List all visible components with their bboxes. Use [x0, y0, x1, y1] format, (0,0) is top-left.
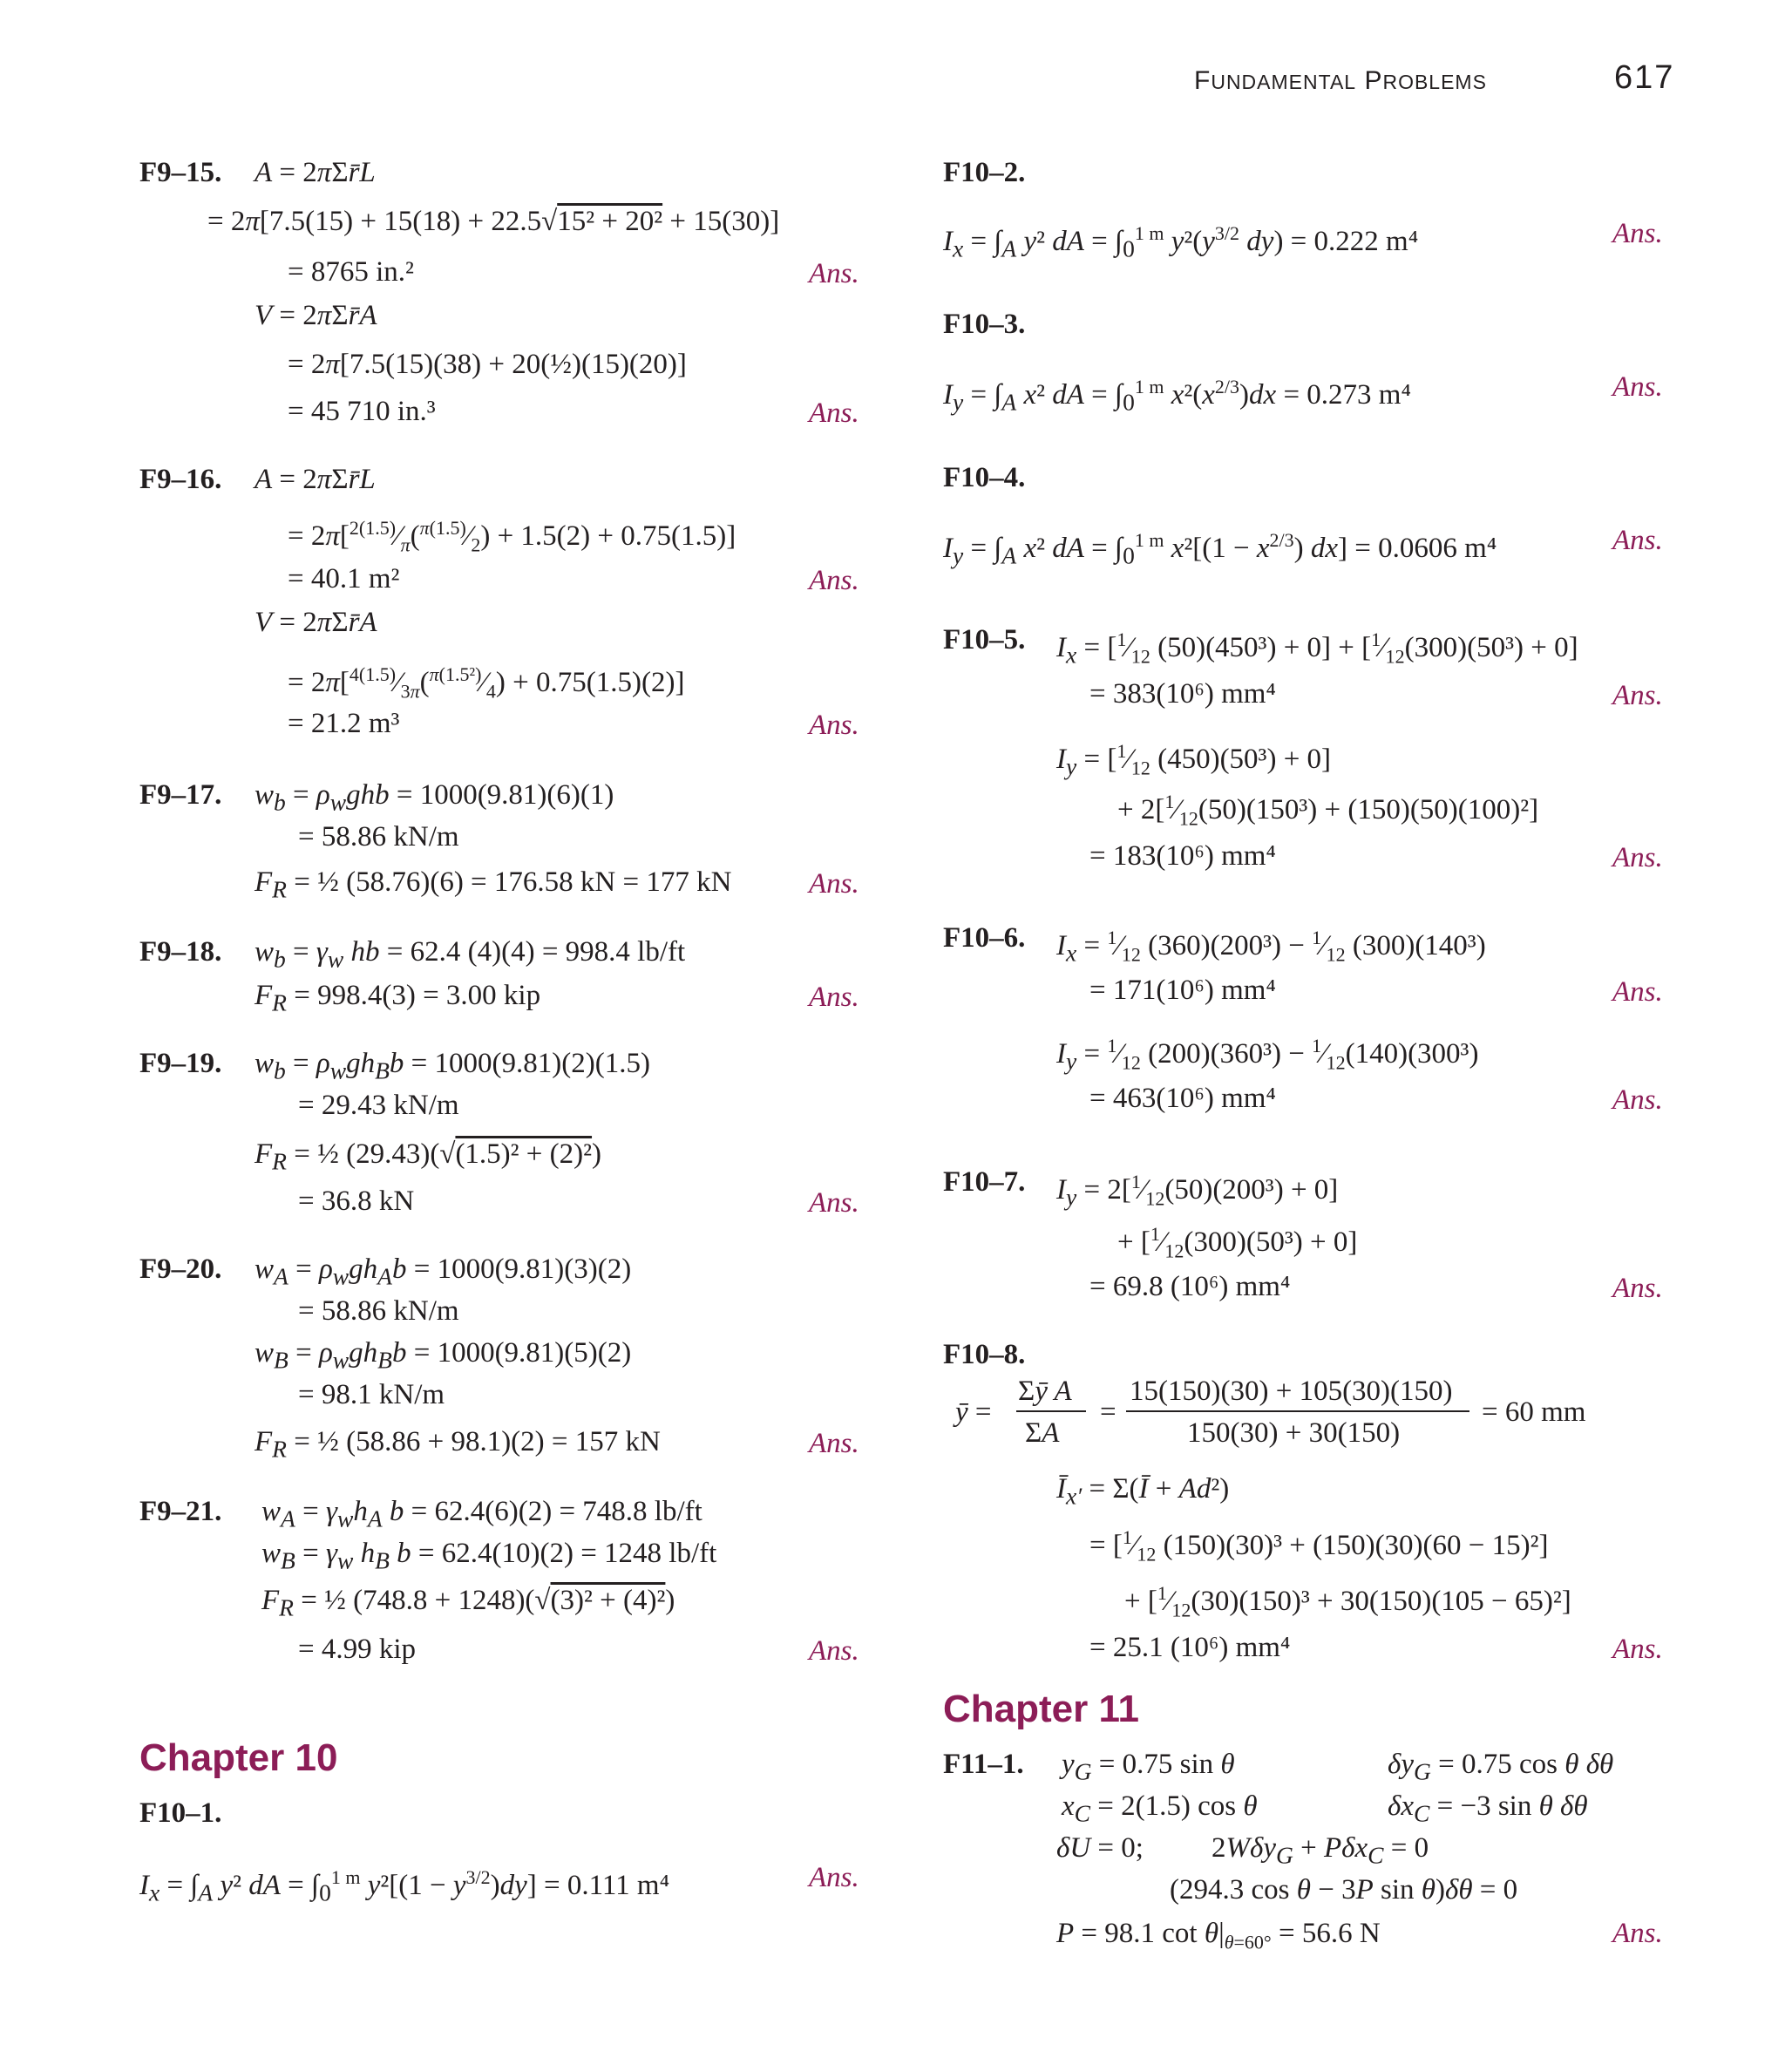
equation-line: A = 2πΣr̄L [255, 464, 376, 495]
problem-label: F9–16. [139, 464, 222, 495]
equation-line: = 4.99 kip [298, 1634, 417, 1665]
equation-line: $I_y$ = $2[^1⁄_{12}(50)(200^3) + 0]$ [1056, 1171, 1339, 1211]
answer-marker: Ans. [1612, 218, 1663, 249]
equation-line: = 60 mm [1482, 1396, 1586, 1428]
equation-line: 2Wδy$_G$ + Pδx$_C$ = 0 [1211, 1832, 1429, 1869]
equation-line: = 2π[7.5(15) + 15(18) + 22.5√15² + 20² + 15(30)] [207, 206, 780, 237]
answer-marker: Ans. [809, 1428, 859, 1459]
equation-line: $y_G = 0.75$ sin θ [1062, 1749, 1235, 1785]
equation-line: $w_b = \rho_wgh_Bb = 1000(9.81)(2)(1.5)$ [255, 1048, 650, 1084]
equation-line: $F_R$ = ½ (748.8 + 1248)(√(3)² + (4)²) [261, 1585, 675, 1621]
answer-marker: Ans. [1612, 1634, 1663, 1665]
problem-label: F11–1. [943, 1749, 1024, 1780]
equation-line: $w_A = \gamma_wh_A$ b = 62.4(6)(2) = 748.8 lb/ft [261, 1496, 702, 1532]
equation-line: $w_B = \gamma_w$ $h_B$ b = 62.4(10)(2) = 1248 lb/ft [261, 1538, 717, 1574]
equation-line: = [1100, 1396, 1116, 1428]
fraction-bar [1126, 1410, 1469, 1412]
problem-label: F10–4. [943, 462, 1026, 493]
equation-line: = 183(10⁶) mm⁴ [1089, 840, 1276, 872]
equation-line: $F_R$ = ½ (58.86 + 98.1)(2) = 157 kN [255, 1426, 661, 1463]
equation-line: = 29.43 kN/m [298, 1090, 459, 1121]
equation-line: ΣA [1025, 1417, 1060, 1449]
problem-label: F10–2. [943, 157, 1026, 188]
equation-line: $w_b = \rho_wghb = 1000(9.81)(6)(1)$ [255, 779, 614, 816]
equation-line: = 40.1 m² [288, 563, 400, 594]
equation-line: $w_B = \rho_wgh_Bb = 1000(9.81)(5)(2)$ [255, 1337, 632, 1374]
answer-marker: Ans. [809, 258, 859, 289]
answer-marker: Ans. [1612, 1084, 1663, 1116]
equation-line: P = 98.1 $\cot \theta|_{\theta=60^\circ} = 56.6$ N [1056, 1918, 1381, 1953]
answer-marker: Ans. [809, 1635, 859, 1667]
page-number: 617 [1614, 59, 1675, 96]
equation-line: $w_A = \rho_wgh_Ab = 1000(9.81)(3)(2)$ [255, 1253, 632, 1290]
chapter-heading: Chapter 10 [139, 1736, 338, 1779]
equation-line: 15(150)(30) + 105(30)(150) [1130, 1376, 1453, 1407]
chapter-heading: Chapter 11 [943, 1688, 1139, 1730]
problem-label: F10–3. [943, 309, 1026, 340]
equation-line: = 58.86 kN/m [298, 1295, 459, 1327]
problem-label: F9–18. [139, 936, 222, 968]
answer-marker: Ans. [1612, 680, 1663, 711]
answer-marker: Ans. [809, 982, 859, 1013]
running-title: FUNDAMENTAL PROBLEMS [1194, 66, 1487, 95]
problem-label: F10–8. [943, 1339, 1026, 1370]
equation-line: V = 2πΣr̄A [255, 300, 377, 331]
answer-marker: Ans. [809, 397, 859, 429]
answer-marker: Ans. [1612, 1918, 1663, 1949]
equation-line: $I_x = \int_A$ y² dA = $\int_0^{1 m}$ $y^2[(1 - y^{3/2})dy] = 0.111$ m⁴ [139, 1866, 670, 1906]
equation-line: δU = 0; [1056, 1832, 1144, 1864]
problem-label: F10–5. [943, 624, 1026, 656]
answer-marker: Ans. [1612, 1273, 1663, 1304]
problem-label: F9–19. [139, 1048, 222, 1079]
equation-line: = 8765 in.² [288, 256, 414, 288]
equation-line: $I_x$ = [$^1⁄_{12}$ $(50)(450^3) + 0] + [^1⁄_{12}(300)(50^3) + 0]$ [1056, 628, 1578, 669]
equation-line: = $2\pi[^{2(1.5)}⁄_\pi(^{\pi(1.5)}⁄_2) + 1.5(2) + 0.75(1.5)]$ [288, 517, 736, 556]
answer-marker: Ans. [1612, 842, 1663, 873]
equation-line: = 25.1 (10⁶) mm⁴ [1089, 1632, 1291, 1663]
answer-marker: Ans. [809, 1187, 859, 1219]
equation-line: = 69.8 (10⁶) mm⁴ [1089, 1271, 1291, 1302]
equation-line: V = 2πΣr̄A [255, 607, 377, 638]
answer-marker: Ans. [809, 710, 859, 741]
equation-line: $I_y$ = $^1⁄_{12}$ $(200)(360^3) - ^1⁄_{12}(140)(300^3)$ [1056, 1035, 1479, 1075]
equation-line: + $[^1⁄_{12}(30)(150)^3 + 30(150)(105 - 65)^2]$ [1124, 1582, 1571, 1621]
problem-label: F9–17. [139, 779, 222, 811]
equation-line: + $2[^1⁄_{12}(50)(150^3) + (150)(50)(100)^2]$ [1117, 791, 1539, 830]
problem-label: F10–7. [943, 1166, 1026, 1198]
equation-line: Σȳ A [1018, 1376, 1072, 1407]
equation-line: $F_R = 998.4(3) = 3.00$ kip [255, 980, 541, 1016]
equation-line: = 21.2 m³ [288, 708, 400, 739]
equation-line: $Ī_{x'}$ = Σ(Ī + Ad²) [1056, 1473, 1230, 1510]
answer-marker: Ans. [1612, 525, 1663, 556]
equation-line: $I_x$ = $^1⁄_{12}$ $(360)(200^3) - ^1⁄_{12}$ (300)(140³) [1056, 927, 1486, 967]
equation-line: $F_R$ = ½ (58.76)(6) = 176.58 kN = 177 kN [255, 866, 732, 903]
answer-marker: Ans. [809, 565, 859, 596]
equation-line: $w_b = \gamma_w$ hb = 62.4 (4)(4) = 998.4 lb/ft [255, 936, 686, 973]
problem-label: F9–15. [139, 157, 222, 188]
fraction-bar [1016, 1410, 1086, 1412]
equation-line: ȳ = [955, 1396, 992, 1428]
equation-line: = 2π[7.5(15)(38) + 20(½)(15)(20)] [288, 349, 687, 380]
equation-line: 150(30) + 30(150) [1187, 1417, 1401, 1449]
equation-line: (294.3 cos θ − 3P sin θ)δθ = 0 [1170, 1874, 1518, 1906]
equation-line: $F_R$ = ½ (29.43)(√(1.5)² + (2)²) [255, 1138, 602, 1175]
equation-line: $I_y = \int_A$ x² dA = $\int_0^{1 m}$ $x^2(x^{2/3})dx = 0.273$ m⁴ [943, 376, 1411, 416]
equation-line: = 171(10⁶) mm⁴ [1089, 975, 1276, 1006]
equation-line: = 36.8 kN [298, 1185, 415, 1217]
equation-line: = 383(10⁶) mm⁴ [1089, 678, 1276, 710]
answer-marker: Ans. [809, 1862, 859, 1893]
equation-line: = 58.86 kN/m [298, 821, 459, 853]
equation-line: A = 2πΣr̄L [255, 157, 376, 188]
page-header [0, 59, 1673, 103]
equation-line: $I_y$ = [$^1⁄_{12}$ (450)(50³) + 0] [1056, 740, 1332, 780]
problem-label: F9–21. [139, 1496, 222, 1527]
equation-line: $I_x = \int_A$ y² dA = $\int_0^{1 m}$ $y^2(y^{3/2}$ dy) = 0.222 m⁴ [943, 222, 1419, 262]
equation-line: $x_C = 2(1.5)$ cos θ [1062, 1790, 1258, 1827]
equation-line: = [$^1⁄_{12}$ (150)(30)³ + (150)(30)(60 − 15)²] [1089, 1526, 1549, 1566]
answer-marker: Ans. [1612, 371, 1663, 403]
answer-marker: Ans. [809, 868, 859, 900]
equation-line: = 98.1 kN/m [298, 1379, 445, 1410]
equation-line: $I_y = \int_A$ x² dA = $\int_0^{1 m}$ $x^2[(1 - x^{2/3})$ dx] = 0.0606 m⁴ [943, 529, 1497, 569]
equation-line: = 463(10⁶) mm⁴ [1089, 1083, 1276, 1114]
equation-line: $\delta x_C = -3$ sin θ δθ [1388, 1790, 1588, 1827]
equation-line: = $2\pi[^{4(1.5)}⁄_{3\pi}(^{\pi(1.5^2)}⁄_4) + 0.75(1.5)(2)]$ [288, 663, 685, 703]
equation-line: = 45 710 in.³ [288, 396, 436, 427]
problem-label: F10–1. [139, 1797, 222, 1829]
problem-label: F9–20. [139, 1253, 222, 1285]
equation-line: $\delta y_G = 0.75$ cos θ δθ [1388, 1749, 1614, 1785]
equation-line: + $[^1⁄_{12}(300)(50^3) + 0]$ [1117, 1223, 1358, 1262]
problem-label: F10–6. [943, 922, 1026, 954]
answer-marker: Ans. [1612, 976, 1663, 1008]
